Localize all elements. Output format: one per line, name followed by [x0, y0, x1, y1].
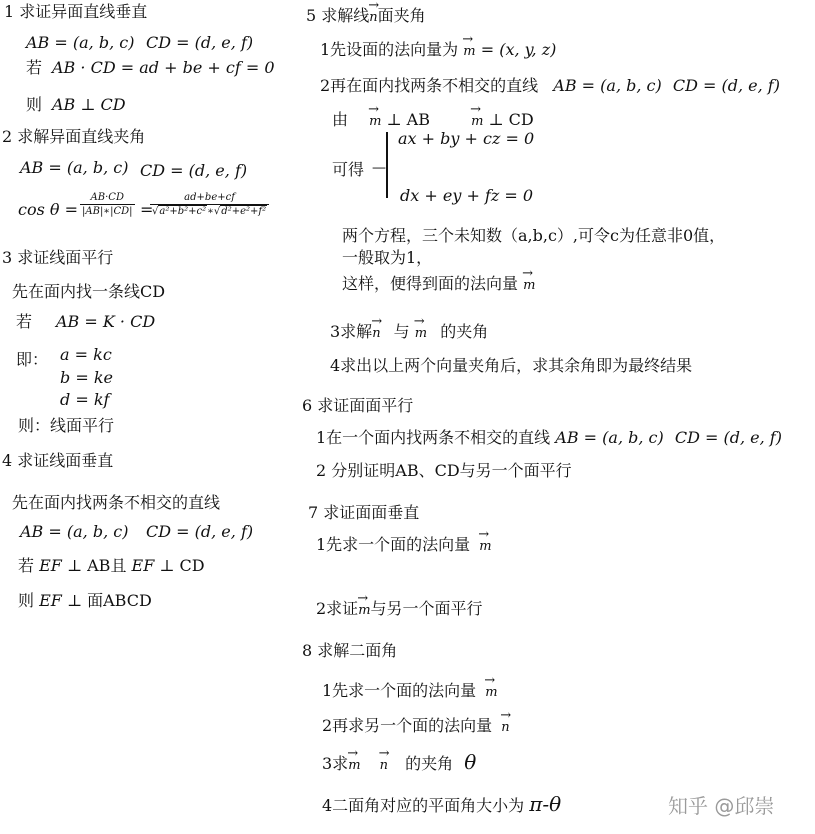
- vector-m: → m: [369, 106, 381, 132]
- s6-line1-text: 1在一个面内找两条不相交的直线: [316, 428, 551, 447]
- vector-m: → m: [348, 750, 360, 776]
- s5-para3: 这样，便得到面的法向量: [342, 274, 519, 293]
- s5-line1-a: 1先设面的法向量为: [320, 40, 459, 59]
- s4-title: 4 求证线面垂直: [2, 451, 114, 470]
- s3-b: b = ke: [60, 368, 113, 387]
- s3-if: 若: [16, 312, 33, 331]
- vector-m: → m: [479, 531, 491, 557]
- vector-n: → n: [501, 712, 509, 738]
- vector-n: → n: [369, 2, 377, 28]
- s4-if-line: [18, 556, 205, 576]
- vector-m: → m: [523, 270, 535, 296]
- s8-line3-b: 的夹角: [405, 754, 454, 773]
- s2-ab: AB = (a, b, c): [20, 158, 129, 177]
- s4-perp1: ⊥ AB: [66, 556, 111, 575]
- s6-title: 6 求证面面平行: [302, 396, 414, 415]
- s7-line1-text: 1先求一个面的法向量: [316, 535, 471, 554]
- s4-ef2: EF: [131, 556, 155, 575]
- s2-num2: ad+be+cf: [150, 192, 269, 205]
- s7-line2-b: 与另一个面平行: [370, 599, 483, 618]
- s2-den2c: d²+e²+f²: [221, 206, 267, 217]
- s5-line4: 4求出以上两个向量夹角后，求其余角即为最终结果: [330, 356, 693, 375]
- s5-line1: [320, 36, 556, 62]
- s4-then: 则: [18, 591, 35, 610]
- s5-line3-b: 与: [393, 322, 410, 341]
- s5-eq1: ax + by + cz = 0: [398, 129, 535, 148]
- s2-num1: AB·CD: [80, 192, 135, 205]
- vector-m: → m: [463, 36, 475, 62]
- s5-line3-c: 的夹角: [440, 322, 489, 341]
- s3-eq: AB = K · CD: [56, 312, 156, 331]
- s3-d: d = kf: [60, 390, 110, 409]
- s7-line2-a: 2求证: [316, 599, 359, 618]
- vector-m: → m: [415, 318, 427, 344]
- s5-get: 可得: [332, 160, 365, 179]
- vector-m: → m: [358, 595, 370, 621]
- s3-line1: 先在面内找一条线CD: [12, 282, 166, 301]
- s1-if: 若: [26, 58, 43, 77]
- s5-line3: [330, 318, 488, 344]
- watermark: 知乎 @邱崇: [668, 794, 775, 818]
- vector-m: → m: [485, 677, 497, 703]
- s4-line1: 先在面内找两条不相交的直线: [12, 493, 221, 512]
- s2-den2b: ∗: [207, 206, 214, 217]
- s8-line2: [322, 712, 510, 738]
- s5-by: 由: [332, 110, 349, 129]
- s5-perp1: ⊥ AB: [386, 110, 430, 129]
- s1-cond: AB · CD = ad + be + cf = 0: [52, 58, 275, 77]
- s2-fraction-1: [80, 192, 135, 218]
- s2-cd: CD = (d, e, f): [140, 161, 248, 180]
- s1-cd: CD = (d, e, f): [146, 33, 254, 52]
- s5-para1: 两个方程，三个未知数（a,b,c）,可令c为任意非0值，: [342, 226, 726, 245]
- s8-pi-theta: π-θ: [529, 792, 562, 816]
- s2-den2a: a²+b²+c²: [159, 206, 207, 217]
- s2-cos: cos θ =: [18, 200, 79, 219]
- s8-theta: θ: [464, 750, 477, 774]
- s6-cd: CD = (d, e, f): [674, 428, 782, 447]
- s4-perp2: ⊥ CD: [159, 556, 205, 575]
- s5-line3-a: 3求解: [330, 322, 373, 341]
- s1-then: 则: [26, 95, 43, 114]
- s1-ab: AB = (a, b, c): [26, 33, 135, 52]
- s3-title: 3 求证线面平行: [2, 248, 114, 267]
- s4-ef3: EF: [39, 591, 62, 610]
- s3-then: 则：线面平行: [18, 416, 115, 435]
- s8-line2-text: 2再求另一个面的法向量: [322, 716, 493, 735]
- vector-m: → m: [471, 106, 483, 132]
- s5-ab: AB = (a, b, c): [553, 76, 662, 95]
- brace-tip: —: [372, 160, 386, 176]
- s2-equals: =: [140, 200, 154, 219]
- s8-line4-text: 4二面角对应的平面角大小为: [322, 796, 525, 815]
- s3-a: a = kc: [60, 345, 112, 364]
- s7-line2: [316, 595, 483, 621]
- s2-title: 2 求解异面直线夹角: [2, 127, 146, 146]
- s4-and: 且: [110, 556, 127, 575]
- s4-ab: AB = (a, b, c): [20, 522, 129, 541]
- s5-cd: CD = (d, e, f): [672, 76, 780, 95]
- s2-fraction-2: $\frac{ad+be+cf}{\text{√a²+b²+c²∗√d²+e²+f²}}$: [150, 192, 269, 218]
- s6-line1: [316, 428, 782, 448]
- s5-title-b: 面夹角: [377, 6, 426, 25]
- s3-ie: 即：: [16, 350, 49, 369]
- s4-cd: CD = (d, e, f): [146, 522, 254, 541]
- s5-line2-a: 2再在面内找两条不相交的直线: [320, 76, 539, 95]
- s8-line3-a: 3求: [322, 754, 349, 773]
- s7-line1: [316, 531, 492, 557]
- s8-line1: [322, 677, 498, 703]
- s4-ef1: EF: [39, 556, 62, 575]
- s5-para3-line: [342, 270, 535, 296]
- s1-result: AB ⊥ CD: [52, 95, 126, 114]
- s8-line1-text: 1先求一个面的法向量: [322, 681, 477, 700]
- s4-perp3: ⊥ 面ABCD: [66, 591, 152, 610]
- s5-title-a: 5 求解线: [306, 6, 370, 25]
- s6-ab: AB = (a, b, c): [555, 428, 664, 447]
- s4-then-line: [18, 591, 152, 611]
- s8-line3: [322, 750, 476, 776]
- s8-line4: [322, 794, 561, 816]
- s5-perp2: ⊥ CD: [488, 110, 534, 129]
- s5-eq2: dx + ey + fz = 0: [400, 186, 534, 205]
- s8-title: 8 求解二面角: [302, 641, 398, 660]
- s2-den1: |AB|∗|CD|: [82, 206, 133, 217]
- system-brace: [386, 132, 388, 198]
- s7-title: 7 求证面面垂直: [308, 503, 420, 522]
- s5-line1-b: = (x, y, z): [480, 40, 557, 59]
- s5-title: [306, 2, 426, 28]
- s6-line2: 2 分别证明AB、CD与另一个面平行: [316, 461, 572, 480]
- s5-para2: 一般取为1，: [342, 248, 433, 267]
- s5-line2: [320, 76, 780, 96]
- s4-if: 若: [18, 556, 35, 575]
- vector-n: → n: [372, 318, 380, 344]
- s1-title: 1 求证异面直线垂直: [4, 2, 148, 21]
- vector-n: → n: [380, 750, 388, 776]
